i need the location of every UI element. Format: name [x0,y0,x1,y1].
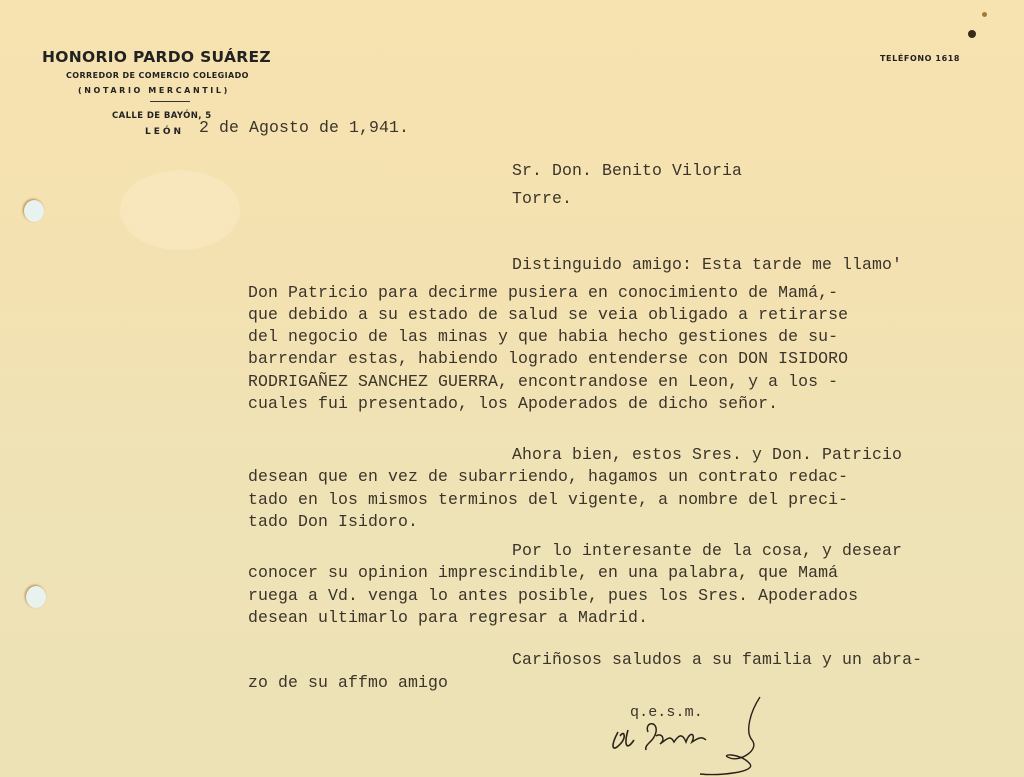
body-line: tado en los mismos terminos del vigente, a nombre del preci- [248,490,849,509]
paper-stain [120,170,240,250]
body-line: ruega a Vd. venga lo antes posible, pues los Sres. Apoderados [248,586,859,605]
letterhead-subtitle: (NOTARIO MERCANTIL) [78,86,230,95]
punch-hole [24,200,44,222]
letterhead-name: HONORIO PARDO SUÁREZ [42,48,271,66]
letterhead-title: CORREDOR DE COMERCIO COLEGIADO [66,71,249,80]
recipient-line-1: Sr. Don. Benito Viloria [512,161,743,180]
body-line: barrendar estas, habiendo logrado entenderse con DON ISIDORO [248,349,849,368]
body-line: zo de su affmo amigo [248,673,449,692]
body-line: desean ultimarlo para regresar a Madrid. [248,608,649,627]
letterhead-city: LEÓN [145,127,185,137]
body-line: del negocio de las minas y que habia hecho gestiones de su- [248,327,839,346]
body-line: Por lo interesante de la cosa, y desear [512,541,903,560]
body-line: desean que en vez de subarriendo, hagamos un contrato redac- [248,467,849,486]
closing-text: q.e.s.m. [630,704,703,721]
letterhead-telephone: TELÉFONO 1618 [880,54,961,63]
body-line: Cariñosos saludos a su familia y un abra- [512,650,923,669]
body-line: Distinguido amigo: Esta tarde me llamo' [512,255,903,274]
recipient-line-2: Torre. [512,189,573,208]
body-line: Don Patricio para decirme pusiera en conocimiento de Mamá,- [248,283,839,302]
letter-date: 2 de Agosto de 1,941. [199,118,410,137]
letterhead-divider [150,101,190,102]
body-line: RODRIGAÑEZ SANCHEZ GUERRA, encontrandose en Leon, y a los - [248,372,839,391]
body-line: Ahora bien, estos Sres. y Don. Patricio [512,445,903,464]
body-line: tado Don Isidoro. [248,512,419,531]
body-line: que debido a su estado de salud se veia obligado a retirarse [248,305,849,324]
body-line: cuales fui presentado, los Apoderados de dicho señor. [248,394,779,413]
punch-hole [26,586,46,608]
ink-spot [968,30,976,38]
body-line: conocer su opinion imprescindible, en una palabra, que Mamá [248,563,839,582]
ink-spot [982,12,987,17]
letterhead-address: CALLE DE BAYÓN, 5 [112,111,212,121]
handwritten-signature [600,692,800,777]
